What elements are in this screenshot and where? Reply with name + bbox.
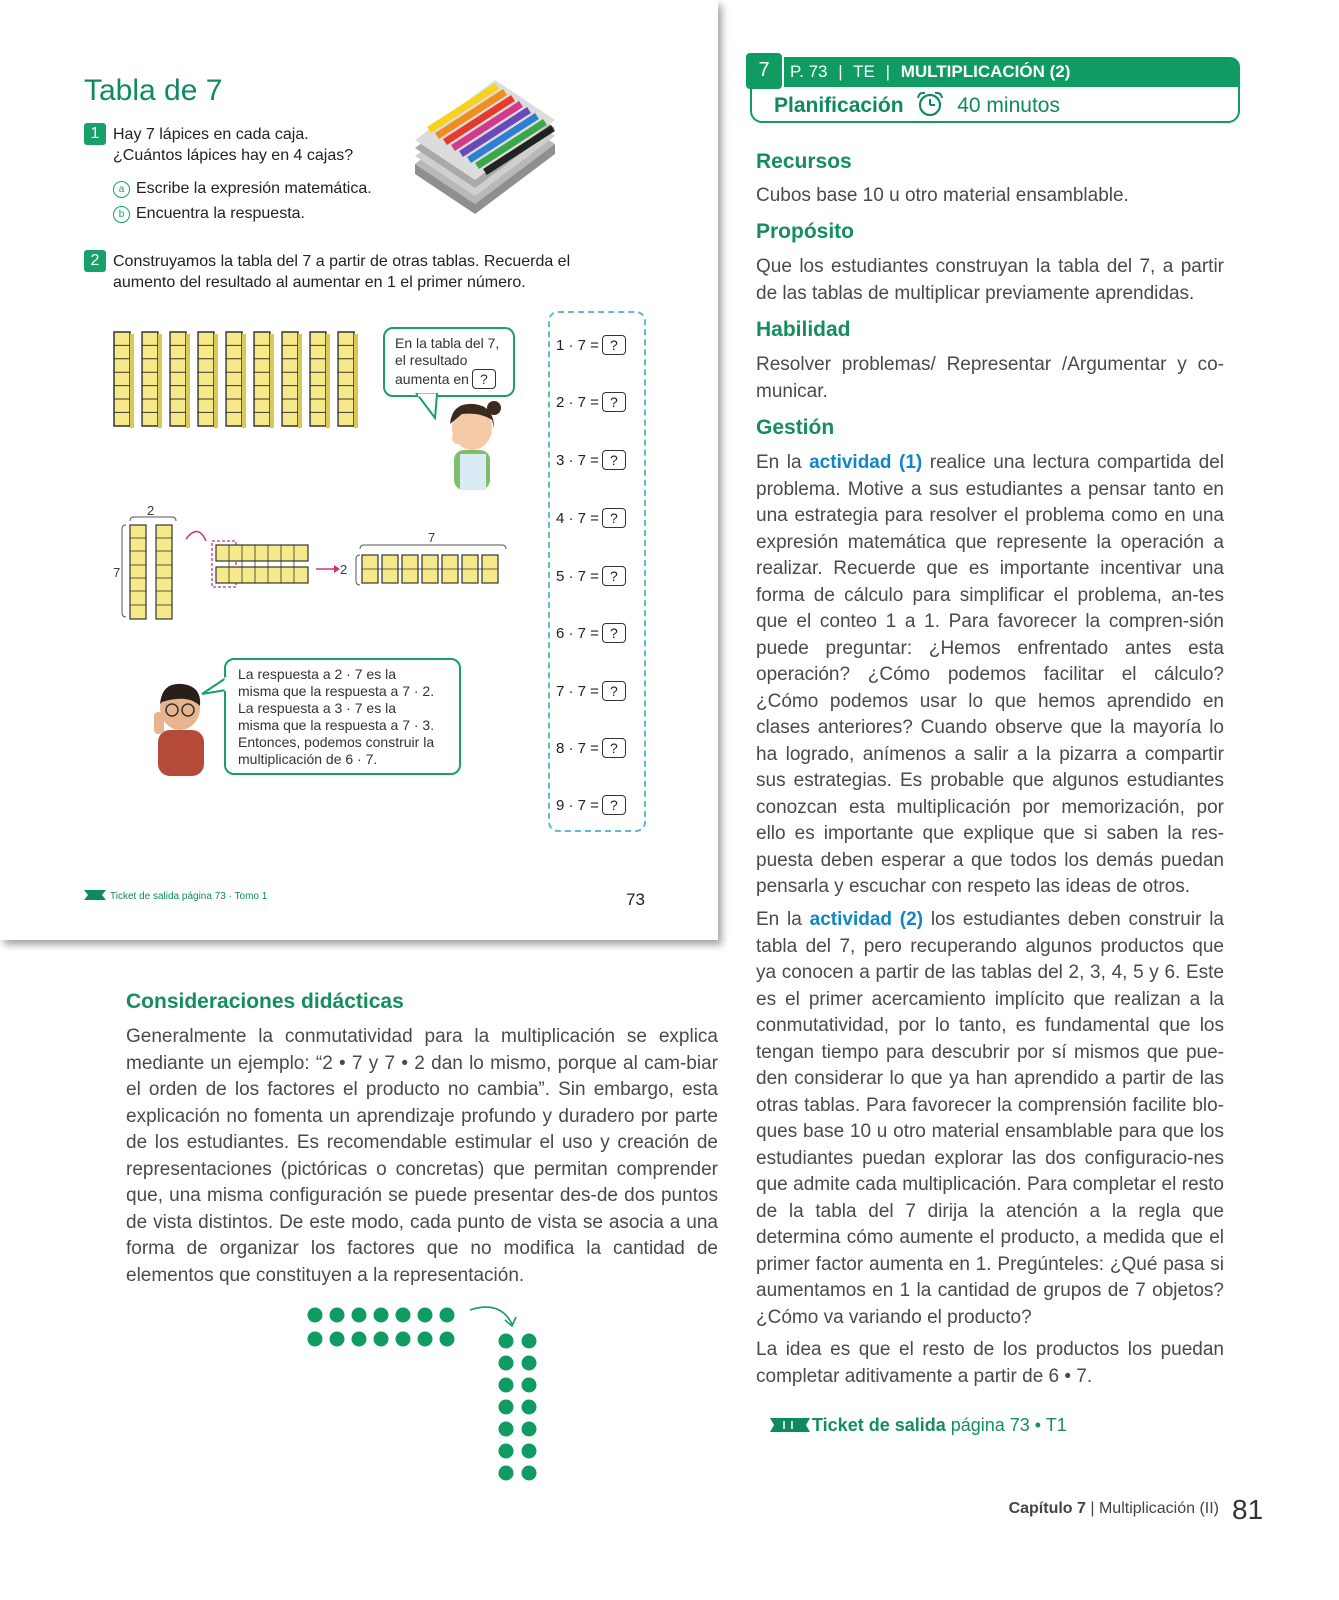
planning-line	[774, 90, 1060, 118]
q1-a-text: Escribe la expresión matemática.	[136, 180, 372, 197]
habilidad-heading: Habilidad	[756, 318, 851, 341]
g2-post: los estudiantes deben construir la tabla del 7, pero recuperando algunos productos que ya conocen a partir de las tablas del 2, 3, 4, 5 y 6. Este es el primer acercamiento implícito que realizan a la conmutatividad, por lo tanto, es fundamental que los tengan tiempo para descubrir por sí mismos que pue-den considerar lo que ya han aprendido a partir de las otras tablas. Para favorecer la comprensión facilite blo-ques base 10 u otro material ensamblable para que los estudiantes puedan explorar las dos configuracio-nes que admite cada multiplicación. Para completar el resto de la tabla del 7 dirija la atención a la regla que determina cómo aumente el producto, a medida que el primer factor aumenta en 1. Pregúnteles: ¿Qué pasa si aumentamos en 1 la cantidad de grupos de 7 objetos? ¿Cómo va variando el producto?	[756, 909, 1224, 1328]
gestion-heading: Gestión	[756, 416, 835, 439]
g1-post: realice una lectura compartida del problema. Motive a sus estudiantes a pensar tanto en una estrategia para resolver el problema como en una expresión matemática que represente la operación a realizar. Recuerde que es importante incentivar una forma de cálculo para simplificar el problema, an-tes que el conteo 1 a 1. Para favorecer la compren-sión puede preguntar: ¿Hemos enfrentado antes esta operación? ¿Cómo podemos facilitar el cálculo? ¿Cómo podemos usar lo que hemos aprendido en clases anteriores? Cuando observe que la mayoría lo ha logrado, anímenos a salir a la pizarra a compartir sus estrategias. Es probable que algunos estudiantes conozcan esta multiplicación por memorización, por ello es importante que explique que si saben la res-puesta deben esperar a que todos los demás puedan pensarla y escuchar con respeto las ideas de otros.	[756, 452, 1224, 897]
cube-columns-illustration	[112, 330, 364, 430]
q1-line2: ¿Cuántos lápices hay en 4 cajas?	[113, 147, 354, 164]
answer-box[interactable]: ?	[472, 369, 496, 389]
student-page-number: 73	[626, 890, 645, 909]
table-row-5	[556, 566, 626, 586]
chapter-number-badge: 7	[744, 51, 784, 91]
option-b-marker: b	[113, 206, 130, 223]
activity-1-ref: actividad (1)	[809, 452, 923, 473]
table-of-7	[548, 311, 646, 832]
page-title: Tabla de 7	[84, 74, 223, 107]
gestion-paragraph-3: La idea es que el resto de los productos los puedan completar aditivamente a partir de 6 • 7.	[756, 1339, 1224, 1387]
table-row-expr: 4 · 7 =	[556, 510, 599, 527]
table-row-expr: 2 · 7 =	[556, 394, 599, 411]
planning-minutes: 40 minutos	[957, 94, 1060, 117]
answer-box[interactable]: ?	[602, 392, 626, 412]
q2-line1: Construyamos la tabla del 7 a partir de otras tablas. Recuerda el	[113, 253, 571, 270]
dot-arrays-illustration	[300, 1300, 550, 1490]
exit-ticket-line	[770, 1415, 1067, 1436]
considerations-text: Generalmente la conmutatividad para la multiplicación se explica mediante un ejemplo: “2 • 7 y 7 • 2 dan lo mismo, porque al cam-biar el orden de los factores el producto no cambia”. Sin embargo, esta explicación no fomenta un aprendizaje profundo y duradero por parte de los estudiantes. Es recomendable estimular el uso y creación de representaciones (pictóricas o concretas) que permitan comprender que, una misma configuración se puede presentar des-de dos puntos de vista distintos. De este modo, cada punto de vista se asocia a una forma de organizar los factores que no modifica la cantidad de elementos que constituyen a la representación.	[126, 1026, 718, 1286]
g2-pre: En la	[756, 909, 810, 930]
recursos-text: Cubos base 10 u otro material ensamblable.	[756, 185, 1129, 206]
bubble2-line5: Entonces, podemos construir la	[238, 734, 435, 750]
bubble2-line6: multiplicación de 6 · 7.	[238, 751, 378, 767]
table-row-4	[556, 508, 626, 528]
table-row-expr: 1 · 7 =	[556, 337, 599, 354]
chapter-footer	[1009, 1500, 1219, 1518]
recursos-heading: Recursos	[756, 150, 852, 173]
girl-character	[436, 398, 506, 493]
answer-box[interactable]: ?	[602, 508, 626, 528]
question-1-badge: 1	[84, 123, 106, 145]
g1-pre: En la	[756, 452, 810, 473]
option-a-marker: a	[113, 181, 130, 198]
q1-b-text: Encuentra la respuesta.	[136, 205, 305, 222]
table-row-expr: 8 · 7 =	[556, 740, 599, 757]
q1-line1: Hay 7 lápices en cada caja.	[113, 126, 309, 143]
student-footer-ticket	[84, 890, 267, 902]
table-row-3	[556, 450, 626, 470]
ticket-page: página 73 • T1	[945, 1415, 1067, 1435]
answer-box[interactable]: ?	[602, 450, 626, 470]
student-footer-text: Ticket de salida página 73 · Tomo 1	[110, 891, 268, 902]
table-row-8	[556, 738, 626, 758]
answer-box[interactable]: ?	[602, 566, 626, 586]
page-number: 81	[1232, 1494, 1264, 1525]
table-row-2	[556, 392, 626, 412]
table-row-expr: 6 · 7 =	[556, 625, 599, 642]
planning-label: Planificación	[774, 94, 904, 117]
header-te: TE	[853, 62, 875, 81]
table-row-9	[556, 795, 626, 815]
pencil-boxes-illustration	[410, 74, 560, 214]
table-row-7	[556, 681, 626, 701]
gestion-paragraph-2	[756, 907, 1224, 1331]
commutativity-diagram	[120, 515, 520, 625]
lesson-header	[744, 57, 1240, 123]
table-row-expr: 5 · 7 =	[556, 568, 599, 585]
footer-topic: Multiplicación (II)	[1098, 1500, 1219, 1517]
table-row-expr: 7 · 7 =	[556, 683, 599, 700]
speech-bubble-boy	[224, 658, 461, 775]
bubble2-line2: misma que la respuesta a 7 · 2.	[238, 683, 435, 699]
header-text: P. 73 | TE | MULTIPLICACIÓN (2)	[790, 62, 1071, 81]
table-row-6	[556, 623, 626, 643]
speech-bubble-girl	[383, 327, 515, 397]
q2-line2: aumento del resultado al aumentar en 1 el primer número.	[113, 274, 526, 291]
bubble-tail-2	[200, 676, 228, 698]
alarm-clock-icon	[915, 90, 945, 118]
ticket-icon	[770, 1416, 810, 1434]
bubble1-line1: En la tabla del 7,	[395, 335, 500, 351]
footer-chapter: Capítulo 7	[1008, 1500, 1086, 1517]
question-2-badge: 2	[84, 250, 106, 272]
footer-separator: |	[1085, 1500, 1099, 1517]
table-row-1	[556, 335, 626, 355]
header-page: P. 73	[790, 62, 828, 81]
answer-box[interactable]: ?	[602, 681, 626, 701]
height-label-7: 7	[113, 565, 121, 580]
considerations-heading: Consideraciones didácticas	[126, 990, 404, 1013]
table-row-expr: 9 · 7 =	[556, 797, 599, 814]
width-label-7: 7	[428, 530, 436, 545]
height-label-2: 2	[340, 562, 348, 577]
proposito-text: Que los estudiantes construyan la tabla del 7, a partir de las tablas de multiplicar previamente aprendidas.	[756, 256, 1224, 304]
proposito-heading: Propósito	[756, 220, 854, 243]
q1-option-a	[113, 178, 372, 199]
answer-box[interactable]: ?	[602, 738, 626, 758]
habilidad-text: Resolver problemas/ Representar /Argumentar y co-municar.	[756, 354, 1224, 402]
bubble1-line3: aumenta en	[395, 371, 469, 387]
bubble2-line3: La respuesta a 3 · 7 es la	[238, 700, 396, 716]
bubble2-line1: La respuesta a 2 · 7 es la	[238, 666, 396, 682]
gestion-paragraph-1	[756, 450, 1224, 901]
table-row-expr: 3 · 7 =	[556, 452, 599, 469]
answer-box[interactable]: ?	[602, 623, 626, 643]
student-page	[0, 0, 718, 940]
answer-box[interactable]: ?	[602, 335, 626, 355]
bubble2-line4: misma que la respuesta a 7 · 3.	[238, 717, 435, 733]
ticket-icon	[84, 890, 106, 900]
answer-box[interactable]: ?	[602, 795, 626, 815]
bubble1-line2: el resultado	[395, 352, 468, 368]
activity-2-ref: actividad (2)	[809, 909, 924, 930]
header-topic: MULTIPLICACIÓN (2)	[900, 62, 1071, 81]
ticket-label: Ticket de salida	[812, 1415, 946, 1435]
q1-option-b	[113, 203, 305, 224]
width-label-2: 2	[147, 503, 155, 518]
